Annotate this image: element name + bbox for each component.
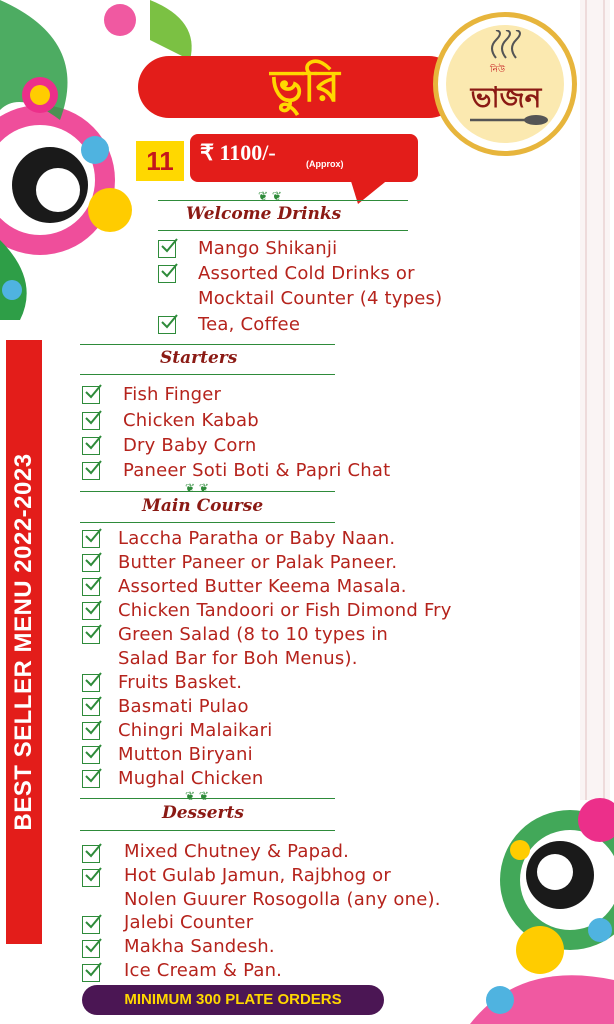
price: ₹ 1100/- [200, 140, 276, 165]
section-title-welcome: Welcome Drinks [186, 204, 342, 224]
section-rule [80, 374, 335, 375]
menu-item: Laccha Paratha or Baby Naan. [118, 528, 396, 549]
checkbox-icon [82, 602, 100, 620]
menu-title: ভুরি [270, 61, 340, 112]
flourish-icon: ❦ ❦ [185, 481, 209, 495]
checkbox-icon [82, 530, 100, 548]
spoon-icon [470, 112, 550, 128]
checkbox-icon [82, 722, 100, 740]
minimum-order-banner: MINIMUM 300 PLATE ORDERS [82, 985, 384, 1015]
price-pointer [350, 178, 390, 206]
menu-item: Tea, Coffee [198, 314, 301, 335]
menu-item: Assorted Cold Drinks or [198, 263, 415, 284]
section-rule [158, 230, 408, 231]
checkbox-icon [82, 770, 100, 788]
menu-item: Dry Baby Corn [123, 435, 257, 456]
menu-item: Hot Gulab Jamun, Rajbhog or [124, 865, 391, 886]
menu-item: Green Salad (8 to 10 types in [118, 624, 388, 645]
checkbox-icon [82, 386, 100, 404]
menu-item: Salad Bar for Boh Menus). [118, 648, 358, 669]
checkbox-icon [82, 940, 100, 958]
menu-item: Nolen Guurer Rosogolla (any one). [124, 889, 441, 910]
menu-item: Ice Cream & Pan. [124, 960, 283, 981]
menu-item: Jalebi Counter [124, 912, 254, 933]
checkbox-icon [82, 412, 100, 430]
price-note: (Approx) [306, 159, 344, 169]
checkbox-icon [82, 964, 100, 982]
checkbox-icon [82, 869, 100, 887]
checkbox-icon [82, 916, 100, 934]
checkbox-icon [82, 578, 100, 596]
menu-item: Butter Paneer or Palak Paneer. [118, 552, 398, 573]
checkbox-icon [158, 316, 176, 334]
menu-item: Mutton Biryani [118, 744, 253, 765]
menu-item: Chicken Tandoori or Fish Dimond Fry [118, 600, 452, 621]
menu-item: Fruits Basket. [118, 672, 243, 693]
side-banner-text: BEST SELLER MENU 2022-2023 [10, 453, 37, 831]
menu-item: Mango Shikanji [198, 238, 338, 259]
section-title-desserts: Desserts [162, 803, 244, 823]
checkbox-icon [82, 674, 100, 692]
menu-item: Fish Finger [123, 384, 222, 405]
menu-item: Paneer Soti Boti & Papri Chat [123, 460, 391, 481]
section-title-starters: Starters [160, 348, 238, 368]
package-number: 11 [136, 141, 184, 181]
section-title-main: Main Course [142, 496, 264, 516]
checkbox-icon [158, 265, 176, 283]
menu-item: Mocktail Counter (4 types) [198, 288, 443, 309]
checkbox-icon [82, 437, 100, 455]
menu-item: Chingri Malaikari [118, 720, 273, 741]
section-rule [80, 830, 335, 831]
section-rule [158, 200, 408, 201]
checkbox-icon [82, 746, 100, 764]
menu-item: Mughal Chicken [118, 768, 264, 789]
checkbox-icon [158, 240, 176, 258]
checkbox-icon [82, 698, 100, 716]
menu-item: Mixed Chutney & Papad. [124, 841, 349, 862]
flourish-icon: ❦ ❦ [185, 789, 209, 803]
logo-text: ভাজন [470, 81, 542, 114]
flourish-icon: ❦ ❦ [258, 189, 282, 203]
steam-icon [476, 30, 536, 60]
menu-item: Makha Sandesh. [124, 936, 275, 957]
menu-item: Basmati Pulao [118, 696, 249, 717]
checkbox-icon [82, 554, 100, 572]
section-rule [80, 344, 335, 345]
section-rule [80, 522, 335, 523]
checkbox-icon [82, 626, 100, 644]
menu-item: Chicken Kabab [123, 410, 259, 431]
checkbox-icon [82, 845, 100, 863]
menu-item: Assorted Butter Keema Masala. [118, 576, 407, 597]
logo-small-text: নিউ [490, 65, 505, 75]
checkbox-icon [82, 462, 100, 480]
